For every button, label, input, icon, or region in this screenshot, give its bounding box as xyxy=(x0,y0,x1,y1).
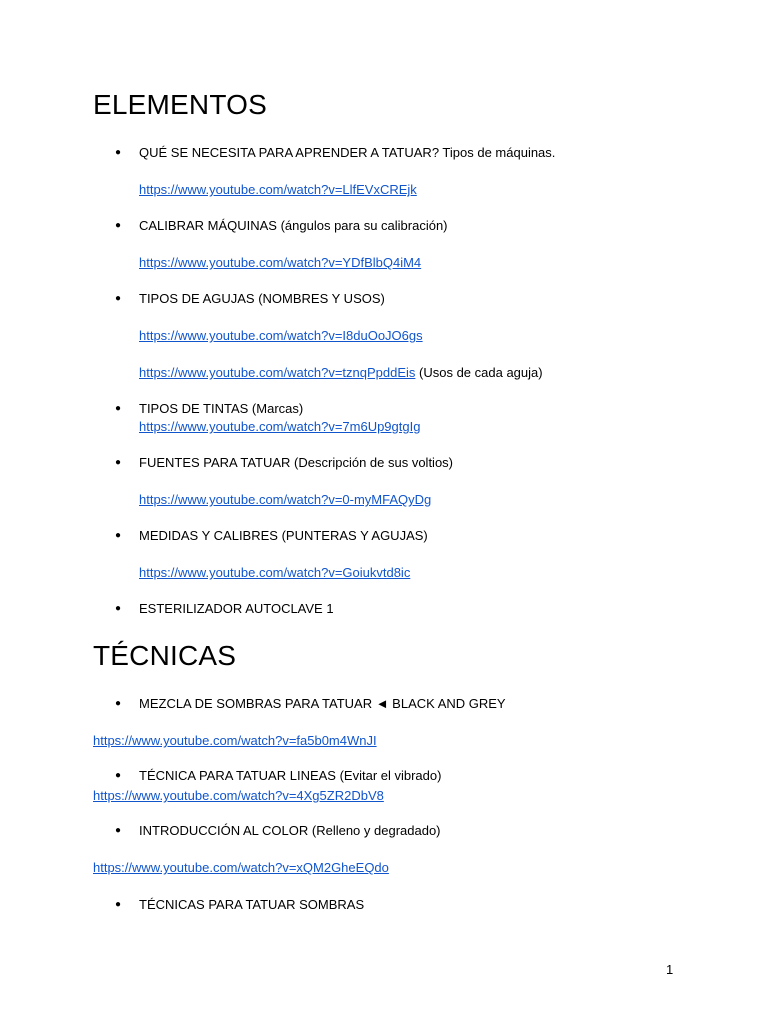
bullet: ● xyxy=(115,147,122,158)
link-note: (Usos de cada aguja) xyxy=(415,365,543,380)
list-item: TÉCNICAS PARA TATUAR SOMBRAS xyxy=(139,897,365,912)
page-number: 1 xyxy=(666,962,674,977)
youtube-link[interactable]: https://www.youtube.com/watch?v=I8duOoJO6gs xyxy=(139,328,423,343)
list-item: ESTERILIZADOR AUTOCLAVE 1 xyxy=(139,601,334,616)
list-item: TÉCNICA PARA TATUAR LINEAS (Evitar el vibrado) xyxy=(139,768,442,783)
youtube-link[interactable]: https://www.youtube.com/watch?v=tznqPpddEis xyxy=(139,365,416,380)
bullet: ● xyxy=(115,220,122,231)
list-item: MEZCLA DE SOMBRAS PARA TATUAR ◄ BLACK AND GREY xyxy=(139,696,506,711)
youtube-link[interactable]: https://www.youtube.com/watch?v=LlfEVxCREjk xyxy=(139,182,417,197)
list-item: FUENTES PARA TATUAR (Descripción de sus voltios) xyxy=(139,455,454,470)
bullet: ● xyxy=(115,825,122,836)
heading-tecnicas: TÉCNICAS xyxy=(93,640,237,671)
bullet: ● xyxy=(115,899,122,910)
heading-elementos: ELEMENTOS xyxy=(93,89,267,120)
list-item: TIPOS DE TINTAS (Marcas) xyxy=(139,401,304,416)
youtube-link[interactable]: https://www.youtube.com/watch?v=7m6Up9gtgIg xyxy=(139,419,421,434)
list-item: CALIBRAR MÁQUINAS (ángulos para su calibración) xyxy=(139,218,448,233)
bullet: ● xyxy=(115,530,122,541)
bullet: ● xyxy=(115,293,122,304)
bullet: ● xyxy=(115,403,122,414)
youtube-link[interactable]: https://www.youtube.com/watch?v=4Xg5ZR2DbV8 xyxy=(93,788,384,803)
list-item: MEDIDAS Y CALIBRES (PUNTERAS Y AGUJAS) xyxy=(139,528,428,543)
youtube-link[interactable]: https://www.youtube.com/watch?v=fa5b0m4WnJI xyxy=(93,733,377,748)
youtube-link[interactable]: https://www.youtube.com/watch?v=YDfBlbQ4iM4 xyxy=(139,255,422,270)
list-item: INTRODUCCIÓN AL COLOR (Relleno y degradado) xyxy=(139,823,441,838)
youtube-link[interactable]: https://www.youtube.com/watch?v=Goiukvtd8ic xyxy=(139,565,411,580)
list-item: QUÉ SE NECESITA PARA APRENDER A TATUAR? Tipos de máquinas. xyxy=(139,145,556,160)
bullet: ● xyxy=(115,603,122,614)
youtube-link[interactable]: https://www.youtube.com/watch?v=xQM2GheEQdo xyxy=(93,860,389,875)
bullet: ● xyxy=(115,698,122,709)
bullet: ● xyxy=(115,457,122,468)
youtube-link[interactable]: https://www.youtube.com/watch?v=0-myMFAQyDg xyxy=(139,492,432,507)
list-item: TIPOS DE AGUJAS (NOMBRES Y USOS) xyxy=(139,291,385,306)
bullet: ● xyxy=(115,770,122,781)
link-with-note xyxy=(139,365,543,381)
